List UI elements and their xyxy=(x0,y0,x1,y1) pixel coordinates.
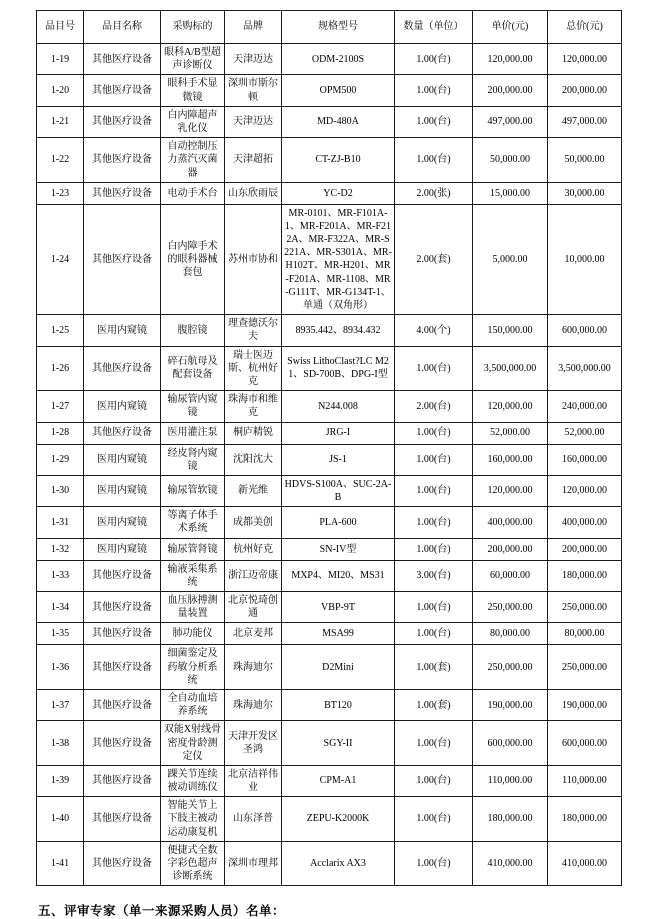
cell-item-category: 医用内窥镜 xyxy=(84,444,161,475)
cell-spec-model: SGY-II xyxy=(282,721,395,766)
cell-brand: 天津迈达 xyxy=(225,44,282,75)
cell-spec-model: CT-ZJ-B10 xyxy=(282,138,395,183)
column-header-brand: 品牌 xyxy=(225,11,282,44)
cell-brand: 苏州市协和 xyxy=(225,204,282,315)
cell-item-category: 其他医疗设备 xyxy=(84,75,161,106)
table-body xyxy=(37,44,622,886)
cell-total-price: 400,000.00 xyxy=(548,507,622,538)
column-header-total-price: 总价(元) xyxy=(548,11,622,44)
cell-spec-model: MXP4、MI20、MS31 xyxy=(282,560,395,591)
cell-total-price: 190,000.00 xyxy=(548,689,622,720)
cell-total-price: 80,000.00 xyxy=(548,623,622,645)
cell-unit-price: 50,000.00 xyxy=(473,138,548,183)
cell-spec-model: ZEPU-K2000K xyxy=(282,797,395,842)
cell-brand: 瑞士医迈斯、杭州好克 xyxy=(225,346,282,391)
cell-unit-price: 250,000.00 xyxy=(473,592,548,623)
cell-item-category: 其他医疗设备 xyxy=(84,422,161,444)
cell-quantity: 1.00(台) xyxy=(395,841,473,886)
cell-spec-model: JS-1 xyxy=(282,444,395,475)
cell-item-no: 1-35 xyxy=(37,623,84,645)
table-row xyxy=(37,507,622,538)
cell-brand: 杭州好克 xyxy=(225,538,282,560)
cell-spec-model: N244.008 xyxy=(282,391,395,422)
cell-item-no: 1-33 xyxy=(37,560,84,591)
table-row xyxy=(37,765,622,796)
table-row xyxy=(37,44,622,75)
table-row xyxy=(37,475,622,506)
table-row xyxy=(37,841,622,886)
cell-item-no: 1-20 xyxy=(37,75,84,106)
cell-quantity: 1.00(台) xyxy=(395,106,473,137)
cell-unit-price: 497,000.00 xyxy=(473,106,548,137)
cell-spec-model: VBP-9T xyxy=(282,592,395,623)
cell-item-no: 1-29 xyxy=(37,444,84,475)
table-row xyxy=(37,444,622,475)
cell-brand: 山东泽普 xyxy=(225,797,282,842)
cell-unit-price: 52,000.00 xyxy=(473,422,548,444)
cell-item-no: 1-38 xyxy=(37,721,84,766)
cell-spec-model: PLA-600 xyxy=(282,507,395,538)
cell-procurement-target: 白内障超声乳化仪 xyxy=(161,106,225,137)
cell-total-price: 250,000.00 xyxy=(548,592,622,623)
cell-procurement-target: 智能关节上下肢主被动运动康复机 xyxy=(161,797,225,842)
table-row xyxy=(37,721,622,766)
cell-total-price: 200,000.00 xyxy=(548,75,622,106)
cell-item-no: 1-36 xyxy=(37,645,84,690)
cell-brand: 北京悦琦创通 xyxy=(225,592,282,623)
cell-unit-price: 200,000.00 xyxy=(473,75,548,106)
cell-spec-model: D2Mini xyxy=(282,645,395,690)
cell-item-category: 其他医疗设备 xyxy=(84,645,161,690)
cell-total-price: 120,000.00 xyxy=(548,44,622,75)
cell-quantity: 1.00(台) xyxy=(395,721,473,766)
cell-brand: 北京洁祥伟业 xyxy=(225,765,282,796)
cell-item-category: 其他医疗设备 xyxy=(84,841,161,886)
cell-item-category: 其他医疗设备 xyxy=(84,182,161,204)
cell-spec-model: ODM-2100S xyxy=(282,44,395,75)
cell-unit-price: 150,000.00 xyxy=(473,315,548,346)
cell-unit-price: 3,500,000.00 xyxy=(473,346,548,391)
cell-total-price: 180,000.00 xyxy=(548,797,622,842)
cell-brand: 天津迈达 xyxy=(225,106,282,137)
table-row xyxy=(37,75,622,106)
cell-procurement-target: 眼科A/B型超声诊断仪 xyxy=(161,44,225,75)
cell-quantity: 1.00(台) xyxy=(395,507,473,538)
cell-total-price: 120,000.00 xyxy=(548,475,622,506)
cell-total-price: 30,000.00 xyxy=(548,182,622,204)
cell-procurement-target: 细菌鉴定及药敏分析系统 xyxy=(161,645,225,690)
cell-spec-model: Acclarix AX3 xyxy=(282,841,395,886)
cell-quantity: 1.00(台) xyxy=(395,797,473,842)
cell-total-price: 180,000.00 xyxy=(548,560,622,591)
table-row xyxy=(37,391,622,422)
cell-procurement-target: 眼科手术显微镜 xyxy=(161,75,225,106)
cell-spec-model: HDVS-S100A、SUC-2A-B xyxy=(282,475,395,506)
cell-quantity: 1.00(台) xyxy=(395,138,473,183)
table-row xyxy=(37,182,622,204)
cell-total-price: 50,000.00 xyxy=(548,138,622,183)
cell-item-category: 医用内窥镜 xyxy=(84,391,161,422)
cell-item-category: 医用内窥镜 xyxy=(84,538,161,560)
cell-procurement-target: 腹腔镜 xyxy=(161,315,225,346)
cell-quantity: 1.00(台) xyxy=(395,592,473,623)
cell-procurement-target: 碎石航母及配套设备 xyxy=(161,346,225,391)
cell-item-no: 1-21 xyxy=(37,106,84,137)
cell-procurement-target: 输尿管软镜 xyxy=(161,475,225,506)
cell-item-category: 其他医疗设备 xyxy=(84,765,161,796)
cell-item-no: 1-30 xyxy=(37,475,84,506)
cell-unit-price: 180,000.00 xyxy=(473,797,548,842)
cell-unit-price: 120,000.00 xyxy=(473,475,548,506)
cell-quantity: 1.00(台) xyxy=(395,623,473,645)
cell-item-no: 1-28 xyxy=(37,422,84,444)
cell-brand: 理查德沃尔夫 xyxy=(225,315,282,346)
table-header xyxy=(37,11,622,44)
cell-quantity: 1.00(台) xyxy=(395,44,473,75)
cell-procurement-target: 输尿管内窥镜 xyxy=(161,391,225,422)
cell-item-no: 1-23 xyxy=(37,182,84,204)
cell-item-category: 医用内窥镜 xyxy=(84,475,161,506)
cell-unit-price: 5,000.00 xyxy=(473,204,548,315)
cell-unit-price: 250,000.00 xyxy=(473,645,548,690)
cell-item-no: 1-41 xyxy=(37,841,84,886)
cell-quantity: 2.00(套) xyxy=(395,204,473,315)
table-row xyxy=(37,645,622,690)
cell-quantity: 1.00(台) xyxy=(395,75,473,106)
cell-item-category: 其他医疗设备 xyxy=(84,623,161,645)
cell-total-price: 497,000.00 xyxy=(548,106,622,137)
cell-quantity: 1.00(台) xyxy=(395,765,473,796)
cell-quantity: 2.00(台) xyxy=(395,391,473,422)
cell-brand: 桐庐精锐 xyxy=(225,422,282,444)
cell-total-price: 10,000.00 xyxy=(548,204,622,315)
cell-item-category: 其他医疗设备 xyxy=(84,797,161,842)
cell-total-price: 200,000.00 xyxy=(548,538,622,560)
cell-item-category: 其他医疗设备 xyxy=(84,138,161,183)
cell-spec-model: JRG-I xyxy=(282,422,395,444)
cell-unit-price: 410,000.00 xyxy=(473,841,548,886)
cell-procurement-target: 踝关节连续被动训练仪 xyxy=(161,765,225,796)
cell-procurement-target: 等离子体手术系统 xyxy=(161,507,225,538)
cell-brand: 浙江迈帝康 xyxy=(225,560,282,591)
table-row xyxy=(37,689,622,720)
cell-item-category: 医用内窥镜 xyxy=(84,507,161,538)
cell-brand: 珠海迪尔 xyxy=(225,689,282,720)
cell-quantity: 1.00(台) xyxy=(395,444,473,475)
cell-item-no: 1-25 xyxy=(37,315,84,346)
cell-procurement-target: 医用灌注泵 xyxy=(161,422,225,444)
cell-spec-model: MR-0101、MR-F101A-1、MR-F201A、MR-F212A、MR-F322A、MR-S221A、MR-S301A、MR-H102T、MR-H201、MR-F201A、MR-1108、MR-G111T、MR-G134T-1、单通（双角形） xyxy=(282,204,395,315)
table-row xyxy=(37,623,622,645)
table-row xyxy=(37,797,622,842)
cell-item-no: 1-27 xyxy=(37,391,84,422)
cell-procurement-target: 输尿管肾镜 xyxy=(161,538,225,560)
cell-item-no: 1-19 xyxy=(37,44,84,75)
cell-spec-model: MD-480A xyxy=(282,106,395,137)
table-row xyxy=(37,315,622,346)
cell-unit-price: 120,000.00 xyxy=(473,391,548,422)
table-row xyxy=(37,138,622,183)
cell-quantity: 3.00(台) xyxy=(395,560,473,591)
cell-unit-price: 600,000.00 xyxy=(473,721,548,766)
cell-item-category: 其他医疗设备 xyxy=(84,44,161,75)
column-header-procurement-target: 采购标的 xyxy=(161,11,225,44)
table-row xyxy=(37,560,622,591)
cell-brand: 天津开发区圣鸿 xyxy=(225,721,282,766)
cell-item-no: 1-26 xyxy=(37,346,84,391)
cell-total-price: 250,000.00 xyxy=(548,645,622,690)
cell-item-category: 其他医疗设备 xyxy=(84,346,161,391)
cell-spec-model: MSA99 xyxy=(282,623,395,645)
cell-brand: 北京麦邦 xyxy=(225,623,282,645)
cell-brand: 深圳市理邦 xyxy=(225,841,282,886)
cell-total-price: 52,000.00 xyxy=(548,422,622,444)
cell-spec-model: 8935.442、8934.432 xyxy=(282,315,395,346)
cell-item-category: 其他医疗设备 xyxy=(84,560,161,591)
cell-total-price: 600,000.00 xyxy=(548,315,622,346)
section-heading-review-experts: 五、评审专家（单一来源采购人员）名单： xyxy=(38,904,286,919)
cell-procurement-target: 便捷式全数字彩色超声诊断系统 xyxy=(161,841,225,886)
cell-spec-model: YC-D2 xyxy=(282,182,395,204)
cell-procurement-target: 肺功能仪 xyxy=(161,623,225,645)
cell-item-category: 其他医疗设备 xyxy=(84,721,161,766)
cell-unit-price: 190,000.00 xyxy=(473,689,548,720)
cell-unit-price: 400,000.00 xyxy=(473,507,548,538)
cell-brand: 沈阳沈大 xyxy=(225,444,282,475)
column-header-item-no: 品目号 xyxy=(37,11,84,44)
cell-total-price: 600,000.00 xyxy=(548,721,622,766)
cell-quantity: 1.00(台) xyxy=(395,346,473,391)
cell-brand: 天津超拓 xyxy=(225,138,282,183)
cell-procurement-target: 白内障手术的眼科器械套包 xyxy=(161,204,225,315)
table-row xyxy=(37,204,622,315)
cell-unit-price: 60,000.00 xyxy=(473,560,548,591)
column-header-item-category: 品目名称 xyxy=(84,11,161,44)
header-row xyxy=(37,11,622,44)
cell-item-category: 其他医疗设备 xyxy=(84,689,161,720)
cell-item-no: 1-32 xyxy=(37,538,84,560)
cell-total-price: 240,000.00 xyxy=(548,391,622,422)
cell-unit-price: 160,000.00 xyxy=(473,444,548,475)
cell-item-no: 1-40 xyxy=(37,797,84,842)
cell-item-category: 其他医疗设备 xyxy=(84,204,161,315)
cell-item-no: 1-39 xyxy=(37,765,84,796)
cell-spec-model: SN-IV型 xyxy=(282,538,395,560)
cell-item-no: 1-22 xyxy=(37,138,84,183)
cell-procurement-target: 输液采集系统 xyxy=(161,560,225,591)
cell-brand: 深圳市斯尔顿 xyxy=(225,75,282,106)
cell-quantity: 1.00(台) xyxy=(395,422,473,444)
cell-quantity: 1.00(台) xyxy=(395,538,473,560)
cell-procurement-target: 全自动血培养系统 xyxy=(161,689,225,720)
cell-procurement-target: 自动控制压力蒸汽灭菌器 xyxy=(161,138,225,183)
table-row xyxy=(37,106,622,137)
cell-procurement-target: 血压脉搏测量装置 xyxy=(161,592,225,623)
cell-quantity: 1.00(套) xyxy=(395,689,473,720)
cell-total-price: 110,000.00 xyxy=(548,765,622,796)
cell-spec-model: OPM500 xyxy=(282,75,395,106)
cell-procurement-target: 电动手术台 xyxy=(161,182,225,204)
cell-quantity: 1.00(套) xyxy=(395,645,473,690)
cell-unit-price: 110,000.00 xyxy=(473,765,548,796)
column-header-spec-model: 规格型号 xyxy=(282,11,395,44)
cell-spec-model: CPM-A1 xyxy=(282,765,395,796)
cell-brand: 山东欣雨辰 xyxy=(225,182,282,204)
table-row xyxy=(37,592,622,623)
cell-unit-price: 200,000.00 xyxy=(473,538,548,560)
cell-item-no: 1-34 xyxy=(37,592,84,623)
cell-procurement-target: 经皮肾内窥镜 xyxy=(161,444,225,475)
cell-spec-model: Swiss LithoClast?LC M21、SD-700B、DPG-I型 xyxy=(282,346,395,391)
cell-total-price: 3,500,000.00 xyxy=(548,346,622,391)
cell-total-price: 160,000.00 xyxy=(548,444,622,475)
cell-quantity: 1.00(台) xyxy=(395,475,473,506)
column-header-quantity: 数量（单位） xyxy=(395,11,473,44)
cell-brand: 成都美创 xyxy=(225,507,282,538)
cell-unit-price: 120,000.00 xyxy=(473,44,548,75)
cell-item-category: 医用内窥镜 xyxy=(84,315,161,346)
cell-brand: 新光维 xyxy=(225,475,282,506)
cell-item-category: 其他医疗设备 xyxy=(84,592,161,623)
cell-unit-price: 15,000.00 xyxy=(473,182,548,204)
table-row xyxy=(37,422,622,444)
cell-brand: 珠海市和维克 xyxy=(225,391,282,422)
cell-quantity: 4.00(个) xyxy=(395,315,473,346)
cell-total-price: 410,000.00 xyxy=(548,841,622,886)
cell-item-no: 1-31 xyxy=(37,507,84,538)
cell-item-category: 其他医疗设备 xyxy=(84,106,161,137)
table-row xyxy=(37,346,622,391)
cell-spec-model: BT120 xyxy=(282,689,395,720)
cell-item-no: 1-24 xyxy=(37,204,84,315)
procurement-table xyxy=(36,10,622,886)
cell-quantity: 2.00(张) xyxy=(395,182,473,204)
cell-unit-price: 80,000.00 xyxy=(473,623,548,645)
cell-brand: 珠海迪尔 xyxy=(225,645,282,690)
table-row xyxy=(37,538,622,560)
column-header-unit-price: 单价(元) xyxy=(473,11,548,44)
cell-procurement-target: 双能X射线骨密度骨龄测定仪 xyxy=(161,721,225,766)
cell-item-no: 1-37 xyxy=(37,689,84,720)
